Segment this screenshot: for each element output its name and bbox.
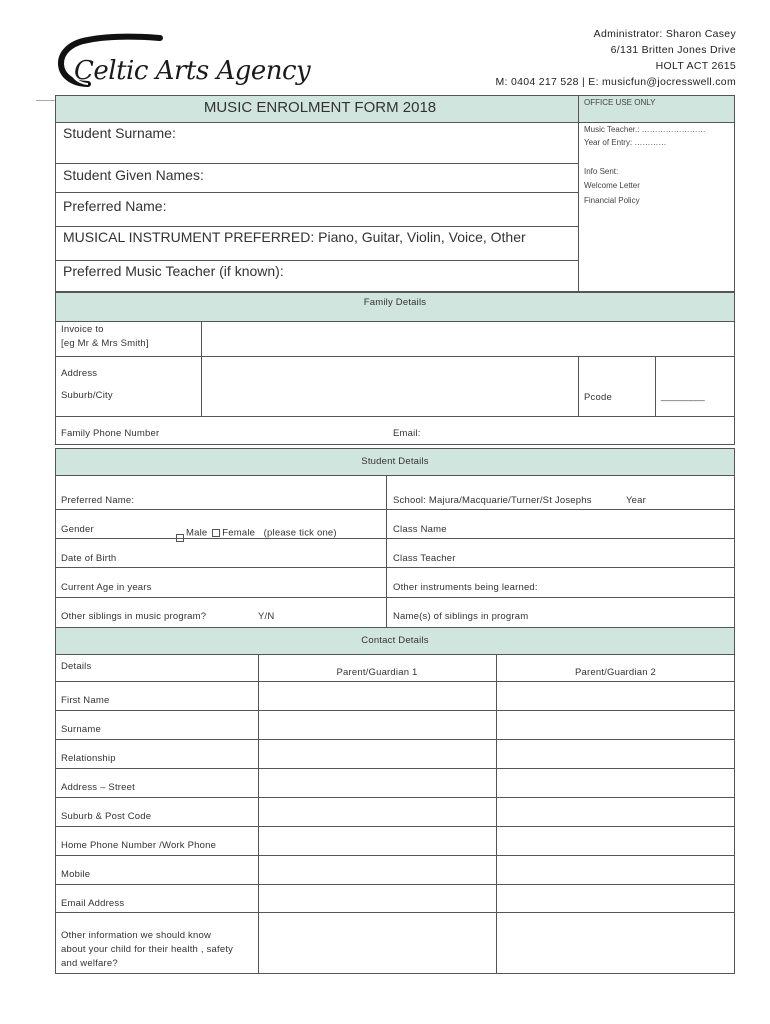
other-info-label — [61, 929, 233, 971]
phone-email: M: 0404 217 528 | E: musicfun@jocresswell.com — [495, 76, 736, 88]
celtic-arts-logo — [48, 32, 311, 94]
row-divider — [55, 509, 735, 510]
row-divider — [55, 538, 735, 539]
current-age-field[interactable]: Current Age in years — [61, 582, 152, 593]
siblings-question: Other siblings in music program? — [61, 611, 207, 622]
preferred-name-field[interactable]: Preferred Name: — [63, 198, 167, 214]
parent1-cell-input[interactable] — [259, 769, 496, 797]
parent2-cell-input[interactable] — [497, 885, 735, 913]
invoice-example-label: [eg Mr & Mrs Smith] — [61, 338, 149, 349]
parent1-cell-input[interactable] — [259, 885, 496, 913]
col-divider — [655, 356, 656, 416]
contact-row-label: First Name — [61, 695, 110, 706]
parent2-cell-input[interactable] — [497, 827, 735, 855]
student-given-names-field[interactable]: Student Given Names: — [63, 167, 204, 183]
pcode-input[interactable]: ________ — [661, 391, 705, 402]
office-welcome-letter[interactable]: Welcome Letter — [584, 181, 640, 190]
col-parent1-header: Parent/Guardian 1 — [336, 667, 418, 678]
parent2-cell-input[interactable] — [497, 711, 735, 739]
preferred-teacher-field[interactable]: Preferred Music Teacher (if known): — [63, 263, 284, 279]
parent2-cell-input[interactable] — [497, 740, 735, 768]
student-details-heading: Student Details — [361, 456, 429, 467]
class-teacher-field[interactable]: Class Teacher — [393, 553, 456, 564]
female-label: Female — [222, 527, 256, 539]
col-divider — [386, 475, 387, 628]
student-surname-field[interactable]: Student Surname: — [63, 125, 176, 141]
contact-row-label: Home Phone Number /Work Phone — [61, 840, 217, 851]
row-divider — [55, 416, 735, 417]
parent1-cell-input[interactable] — [259, 856, 496, 884]
male-label: Male — [186, 527, 208, 539]
dob-field[interactable]: Date of Birth — [61, 553, 117, 564]
instrument-preferred-field[interactable]: MUSICAL INSTRUMENT PREFERRED: Piano, Guitar, Violin, Voice, Other — [63, 229, 526, 245]
parent2-cell-input[interactable] — [497, 682, 735, 710]
header-divider — [36, 100, 56, 101]
parent2-cell-input[interactable] — [497, 856, 735, 884]
logo-text: Celtic Arts Agency — [74, 56, 311, 86]
row-divider — [55, 260, 578, 261]
office-use-label: OFFICE USE ONLY — [584, 98, 656, 107]
row-divider — [55, 192, 578, 193]
family-details-heading: Family Details — [363, 297, 427, 308]
col-parent2-header: Parent/Guardian 2 — [574, 667, 657, 678]
contact-row-label: Relationship — [61, 753, 116, 764]
row-divider — [55, 163, 578, 164]
parent1-cell-input[interactable] — [259, 711, 496, 739]
school-field[interactable]: School: Majura/Macquarie/Turner/St Josephs — [393, 495, 592, 506]
family-phone-field[interactable]: Family Phone Number — [61, 428, 160, 439]
parent2-cell-input[interactable] — [497, 798, 735, 826]
other-info-line-3: and welfare? — [61, 958, 118, 969]
other-instruments-field[interactable]: Other instruments being learned: — [393, 582, 538, 593]
other-info-input[interactable] — [259, 913, 735, 973]
other-info-line-2: about your child for their health , safety — [61, 944, 234, 955]
office-year-of-entry[interactable]: Year of Entry: ………… — [584, 138, 667, 147]
agency-contact-block — [496, 26, 737, 90]
parent1-cell-input[interactable] — [259, 827, 496, 855]
invoice-to-input[interactable] — [202, 322, 734, 356]
office-info-sent: Info Sent: — [584, 167, 619, 176]
suburb-city-label: Suburb/City — [61, 390, 113, 401]
contact-row-label: Email Address — [61, 898, 125, 909]
col-details-header: Details — [61, 661, 92, 672]
year-field[interactable]: Year — [626, 495, 646, 506]
admin-name: Administrator: Sharon Casey — [593, 28, 736, 40]
family-email-field[interactable]: Email: — [393, 428, 421, 439]
parent1-cell-input[interactable] — [259, 682, 496, 710]
office-music-teacher[interactable]: Music Teacher.: …………………… — [584, 125, 706, 134]
siblings-yn[interactable]: Y/N — [258, 611, 275, 622]
student-preferred-name-field[interactable]: Preferred Name: — [61, 495, 135, 506]
gender-options — [174, 524, 337, 542]
class-name-field[interactable]: Class Name — [393, 524, 447, 535]
parent1-cell-input[interactable] — [259, 740, 496, 768]
gender-label: Gender — [61, 524, 94, 535]
other-info-line-1: Other information we should know — [61, 930, 212, 941]
pcode-label: Pcode — [584, 392, 612, 403]
col-divider — [578, 356, 579, 416]
contact-row-label: Mobile — [61, 869, 91, 880]
row-divider — [55, 226, 578, 227]
row-divider — [55, 567, 735, 568]
contact-details-heading: Contact Details — [361, 635, 429, 646]
contact-row-label: Suburb & Post Code — [61, 811, 152, 822]
invoice-to-label: Invoice to — [61, 324, 104, 335]
form-title: MUSIC ENROLMENT FORM 2018 — [203, 99, 437, 116]
office-financial-policy[interactable]: Financial Policy — [584, 196, 640, 205]
parent1-cell-input[interactable] — [259, 798, 496, 826]
sibling-names-field[interactable]: Name(s) of siblings in program — [393, 611, 529, 622]
parent2-cell-input[interactable] — [497, 769, 735, 797]
male-checkbox[interactable] — [176, 534, 184, 542]
address-input[interactable] — [202, 357, 578, 416]
female-checkbox[interactable] — [212, 529, 220, 537]
contact-row-label: Surname — [61, 724, 101, 735]
address-label: Address — [61, 368, 98, 379]
row-divider — [55, 597, 735, 598]
contact-row-label: Address – Street — [61, 782, 135, 793]
address-line-2: HOLT ACT 2615 — [655, 60, 736, 72]
office-divider — [578, 95, 579, 292]
address-line-1: 6/131 Britten Jones Drive — [610, 44, 736, 56]
tick-note: (please tick one) — [263, 527, 337, 539]
